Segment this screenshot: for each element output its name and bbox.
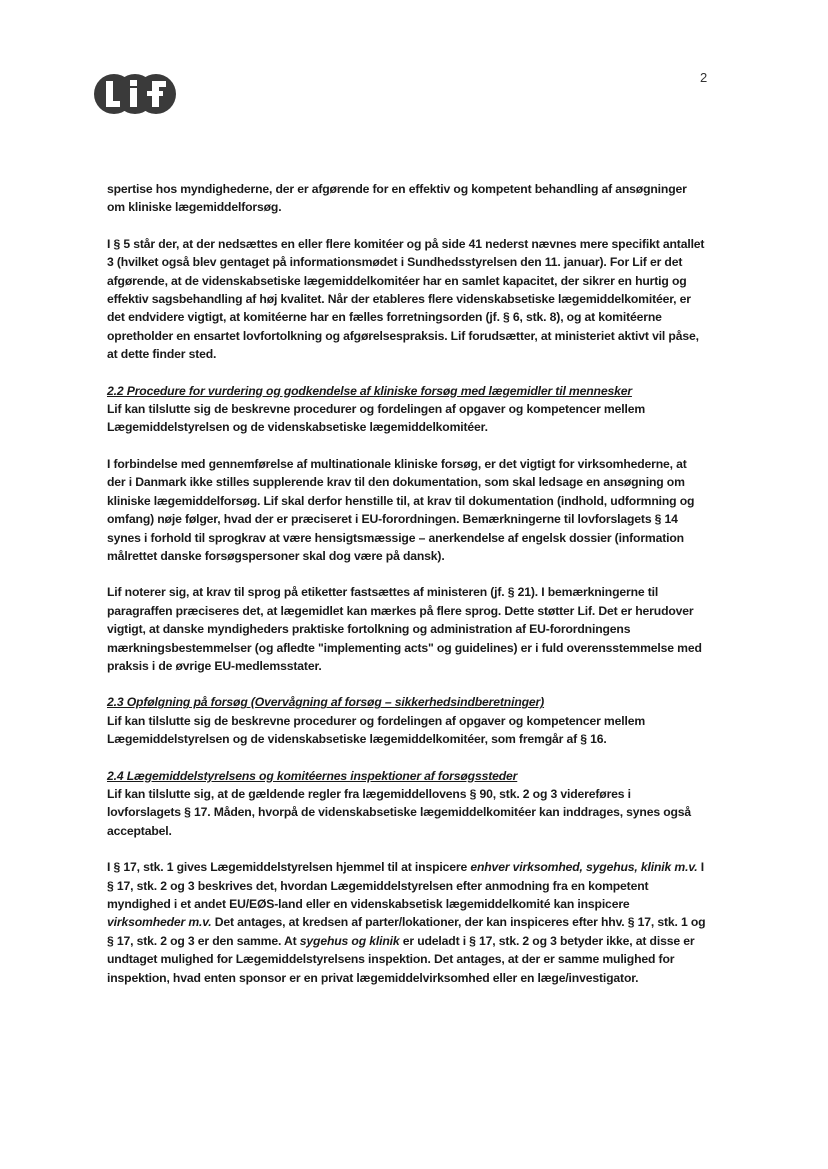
italic-text: virksomheder m.v. xyxy=(107,915,212,930)
paragraph: I forbindelse med gennemførelse af multinationale kliniske forsøg, er det vigtigt for virksomhederne, at der i Danmark ikke stilles supplerende krav til den dokumentation, som skal ledsage en ansøgning om kliniske lægemiddelforsøg. Lif skal derfor henstille til, at krav til dokumentation (indhold, udformning og omfang) nøje følger, hvad der er præciseret i EU-forordningen. Bemærkningerne til lovforslagets § 14 synes i forhold til sprogkrav at være hensigtsmæssige – anerkendelse af engelsk dossier (information målrettet danske forsøgspersoner skal dog være på dansk). xyxy=(107,456,695,563)
paragraph: Lif kan tilslutte sig, at de gældende regler fra lægemiddellovens § 90, stk. 2 og 3 videreføres i lovforslagets § 17. Måden, hvorpå de videnskabsetiske lægemiddelkomitéer kan inddrages, synes også acceptabel. xyxy=(107,786,692,838)
paragraph: Lif kan tilslutte sig de beskrevne procedurer og fordelingen af opgaver og kompetencer mellem Lægemiddelstyrelsen og de videnskabsetiske lægemiddelkomitéer. xyxy=(107,402,646,435)
paragraph: I § 5 står der, at der nedsættes en eller flere komitéer og på side 41 nederst nævnes mere specifikt antallet 3 (hvilket også blev gentaget på informationsmødet i Sundhedsstyrelsen den 11. januar). For Lif er det afgørende, at de videnskabsetiske lægemiddelkomitéer har en samlet kapacitet, der sikrer en hurtig og effektiv sagsbehandling af høj kvalitet. Når der etableres flere videnskabsetiske lægemiddelkomitéer, er det endvidere vigtigt, at komitéerne har en fælles forretningsorden (jf. § 6, stk. 8), og at komitéerne opretholder en ensartet lovfortolkning og afgørelsespraksis. Lif forudsætter, at ministeriet aktivt vil påse, at dette finder sted. xyxy=(107,236,705,362)
section-heading-2-2: 2.2 Procedure for vurdering og godkendelse af kliniske forsøg med lægemidler til mennesker xyxy=(107,383,632,398)
document-body xyxy=(107,180,707,1005)
lif-logo xyxy=(92,72,178,116)
paragraph: spertise hos myndighederne, der er afgørende for en effektiv og kompetent behandling af ansøgninger om kliniske lægemiddelforsøg. xyxy=(107,182,687,215)
text-run: er udeladt i § 17, stk. 2 og 3 betyder ikke, at disse er undtaget mulighed for Lægemiddelstyrelsens inspektion. Det antages, at der er samme mulighed for inspektion, hvad enten sponsor er en privat lægemiddelvirksomhed eller en læge/investigator. xyxy=(107,933,695,985)
section-heading-2-3: 2.3 Opfølgning på forsøg (Overvågning af forsøg – sikkerhedsindberetninger) xyxy=(107,695,545,710)
italic-text: sygehus og klinik xyxy=(299,933,400,948)
paragraph: Lif noterer sig, at krav til sprog på etiketter fastsættes af ministeren (jf. § 21). I bemærkningerne til paragraffen præciseres det, at lægemidlet kan mærkes på flere sprog. Dette støtter Lif. Det er herudover vigtigt, at danske myndigheders praktiske fortolkning og administration af EU-forordningens mærkningsbestemmelser (og afledte "implementing acts" og guidelines) er i fuld overensstemmelse med praksis i de øvrige EU-medlemsstater. xyxy=(107,585,702,673)
section-heading-2-4: 2.4 Lægemiddelstyrelsens og komitéernes inspektioner af forsøgssteder xyxy=(107,768,518,783)
page-number: 2 xyxy=(700,70,708,85)
text-run: I § 17, stk. 1 gives Lægemiddelstyrelsen hjemmel til at inspicere xyxy=(107,860,471,875)
paragraph xyxy=(107,858,707,987)
text-run: I § 17, stk. 2 og 3 beskrives det, hvordan Lægemiddelstyrelsen efter anmodning fra en kompetent myndighed i et andet EU/EØS-land eller en videnskabsetisk lægemiddelkomité kan inspicere xyxy=(107,860,704,911)
text-run: Det antages, at kredsen af parter/lokationer, der kan inspiceres efter hhv. § 17, stk. 1 og § 17, stk. 2 og 3 er den samme. At xyxy=(107,915,706,948)
paragraph: Lif kan tilslutte sig de beskrevne procedurer og fordelingen af opgaver og kompetencer mellem Lægemiddelstyrelsen og de videnskabsetiske lægemiddelkomitéer, som fremgår af § 16. xyxy=(107,713,646,747)
italic-text: enhver virksomhed, sygehus, klinik m.v. xyxy=(470,860,698,875)
